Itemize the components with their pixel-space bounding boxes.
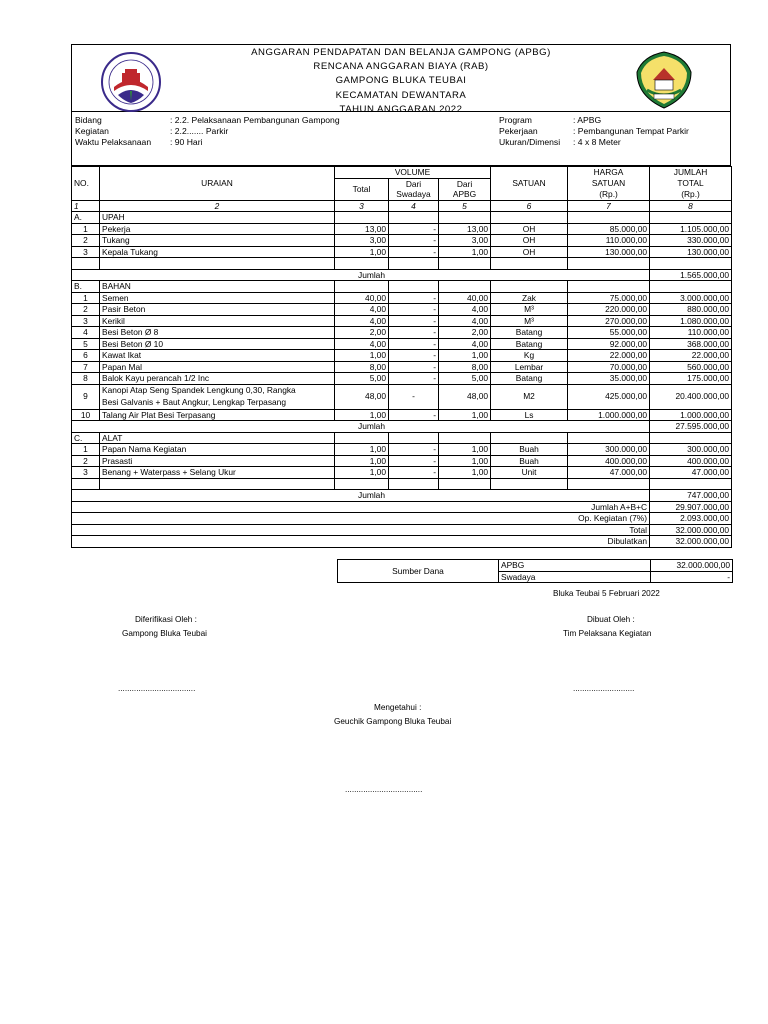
row-total: 2,00 xyxy=(335,327,389,339)
waktu-label: Waktu Pelaksanaan xyxy=(75,137,152,147)
row-jumlah: 130.000,00 xyxy=(650,246,732,258)
row-apbg: 5,00 xyxy=(439,373,491,385)
column-number: 3 xyxy=(335,200,389,212)
row-jumlah: 880.000,00 xyxy=(650,304,732,316)
row-apbg: 1,00 xyxy=(439,455,491,467)
row-harga: 22.000,00 xyxy=(568,350,650,362)
section-title: BAHAN xyxy=(100,281,335,293)
op-kegiatan-label: Op. Kegiatan (7%) xyxy=(72,513,650,525)
row-uraian: Semen xyxy=(100,292,335,304)
row-no: 1 xyxy=(72,223,100,235)
row-harga: 270.000,00 xyxy=(568,315,650,327)
kegiatan-label: Kegiatan xyxy=(75,126,109,136)
row-jumlah: 1.080.000,00 xyxy=(650,315,732,327)
table-row xyxy=(72,467,732,479)
row-satuan: M³ xyxy=(491,304,568,316)
row-uraian: Kepala Tukang xyxy=(100,246,335,258)
table-row xyxy=(72,223,732,235)
row-apbg: 2,00 xyxy=(439,327,491,339)
row-uraian xyxy=(100,384,335,409)
table-row xyxy=(72,235,732,247)
table-row xyxy=(72,444,732,456)
row-satuan: Kg xyxy=(491,350,568,362)
row-swadaya: - xyxy=(389,327,439,339)
row-swadaya: - xyxy=(389,304,439,316)
section-upah xyxy=(72,212,732,281)
row-total: 48,00 xyxy=(335,384,389,409)
row-jumlah: 400.000,00 xyxy=(650,455,732,467)
table-row xyxy=(72,384,732,409)
col-header-harga-2: SATUAN xyxy=(568,178,650,189)
row-total: 13,00 xyxy=(335,223,389,235)
subtotal-row xyxy=(72,269,732,281)
col-header-jumlah-2: TOTAL xyxy=(650,178,732,189)
row-uraian: Besi Beton Ø 8 xyxy=(100,327,335,339)
program-value: : APBG xyxy=(573,115,602,125)
row-jumlah: 175.000,00 xyxy=(650,373,732,385)
subtotal-row xyxy=(72,421,732,433)
row-satuan: M³ xyxy=(491,315,568,327)
row-harga: 85.000,00 xyxy=(568,223,650,235)
pekerjaan-label: Pekerjaan xyxy=(499,126,538,136)
row-apbg: 1,00 xyxy=(439,350,491,362)
empty-row xyxy=(72,478,732,490)
row-swadaya: - xyxy=(389,455,439,467)
table-row xyxy=(72,292,732,304)
row-harga: 92.000,00 xyxy=(568,338,650,350)
maker-title: Dibuat Oleh : xyxy=(587,615,635,624)
activity-info xyxy=(71,112,731,166)
table-row xyxy=(72,304,732,316)
sumber-apbg-value: 32.000.000,00 xyxy=(651,560,733,572)
col-header-uraian: URAIAN xyxy=(100,167,335,201)
subtotal-value: 747.000,00 xyxy=(650,490,732,502)
row-jumlah: 560.000,00 xyxy=(650,361,732,373)
row-swadaya: - xyxy=(389,350,439,362)
row-uraian-line: Kanopi Atap Seng Spandek Lengkung 0,30, Rangka xyxy=(102,385,296,395)
row-total: 1,00 xyxy=(335,246,389,258)
row-swadaya: - xyxy=(389,338,439,350)
total-abc-value: 29.907.000,00 xyxy=(650,501,732,513)
table-row xyxy=(72,350,732,362)
row-no: 9 xyxy=(72,384,100,409)
dibulatkan-label: Dibulatkan xyxy=(72,536,650,548)
row-uraian: Kerikil xyxy=(100,315,335,327)
row-satuan: OH xyxy=(491,223,568,235)
rab-document xyxy=(71,44,731,582)
total-row xyxy=(72,501,732,513)
row-no: 5 xyxy=(72,338,100,350)
waktu-value: : 90 Hari xyxy=(170,137,203,147)
document-header xyxy=(71,44,731,115)
row-satuan: OH xyxy=(491,235,568,247)
section-code: B. xyxy=(72,281,100,293)
row-total: 40,00 xyxy=(335,292,389,304)
row-apbg: 1,00 xyxy=(439,409,491,421)
row-total: 4,00 xyxy=(335,315,389,327)
table-row xyxy=(72,327,732,339)
row-swadaya: - xyxy=(389,373,439,385)
row-total: 4,00 xyxy=(335,338,389,350)
row-harga: 220.000,00 xyxy=(568,304,650,316)
subtotal-value: 27.595.000,00 xyxy=(650,421,732,433)
row-no: 6 xyxy=(72,350,100,362)
approver-org: Geuchik Gampong Bluka Teubai xyxy=(334,717,452,726)
column-number: 8 xyxy=(650,200,732,212)
total-row xyxy=(72,536,732,548)
row-total: 3,00 xyxy=(335,235,389,247)
row-uraian: Balok Kayu perancah 1/2 Inc xyxy=(100,373,335,385)
dibulatkan-value: 32.000.000,00 xyxy=(650,536,732,548)
bidang-label: Bidang xyxy=(75,115,102,125)
row-apbg: 8,00 xyxy=(439,361,491,373)
row-uraian: Pekerja xyxy=(100,223,335,235)
col-header-no: NO. xyxy=(72,167,100,201)
row-no: 4 xyxy=(72,327,100,339)
row-harga: 110.000,00 xyxy=(568,235,650,247)
row-apbg: 13,00 xyxy=(439,223,491,235)
column-number: 1 xyxy=(72,200,100,212)
subtotal-label: Jumlah xyxy=(72,490,650,502)
row-apbg: 48,00 xyxy=(439,384,491,409)
ukuran-value: : 4 x 8 Meter xyxy=(573,137,621,147)
row-jumlah: 330.000,00 xyxy=(650,235,732,247)
rab-table xyxy=(71,166,732,548)
total-row xyxy=(72,524,732,536)
row-satuan: Zak xyxy=(491,292,568,304)
empty-row xyxy=(72,258,732,270)
col-header-satuan: SATUAN xyxy=(491,167,568,201)
row-harga: 400.000,00 xyxy=(568,455,650,467)
header-title-apbg: ANGGARAN PENDAPATAN DAN BELANJA GAMPONG (APBG) xyxy=(251,47,551,58)
row-uraian: Talang Air Plat Besi Terpasang xyxy=(100,409,335,421)
col-header-jumlah-1: JUMLAH xyxy=(650,167,732,179)
row-no: 10 xyxy=(72,409,100,421)
table-row xyxy=(72,361,732,373)
row-jumlah: 368.000,00 xyxy=(650,338,732,350)
header-kecamatan: KECAMATAN DEWANTARA xyxy=(335,89,467,101)
grand-totals xyxy=(72,501,732,547)
row-satuan: Ls xyxy=(491,409,568,421)
col-header-jumlah-3: (Rp.) xyxy=(650,189,732,200)
regency-emblem-icon xyxy=(635,50,693,110)
col-header-swadaya-1: Dari xyxy=(389,178,439,189)
row-apbg: 4,00 xyxy=(439,338,491,350)
kegiatan-value: : 2.2....... Parkir xyxy=(170,126,229,136)
row-uraian: Papan Mal xyxy=(100,361,335,373)
col-header-harga-1: HARGA xyxy=(568,167,650,179)
subtotal-label: Jumlah xyxy=(72,421,650,433)
row-jumlah: 110.000,00 xyxy=(650,327,732,339)
verifier-title: Diferifikasi Oleh : xyxy=(135,615,197,624)
row-total: 1,00 xyxy=(335,350,389,362)
row-apbg: 40,00 xyxy=(439,292,491,304)
row-satuan: Lembar xyxy=(491,361,568,373)
row-total: 4,00 xyxy=(335,304,389,316)
row-uraian: Papan Nama Kegiatan xyxy=(100,444,335,456)
row-no: 3 xyxy=(72,246,100,258)
row-swadaya: - xyxy=(389,223,439,235)
row-jumlah: 300.000,00 xyxy=(650,444,732,456)
row-harga: 55.000,00 xyxy=(568,327,650,339)
total-row xyxy=(72,513,732,525)
row-no: 3 xyxy=(72,315,100,327)
sumber-swadaya-value: - xyxy=(651,571,733,583)
row-swadaya: - xyxy=(389,235,439,247)
row-harga: 300.000,00 xyxy=(568,444,650,456)
row-no: 2 xyxy=(72,455,100,467)
total-label: Total xyxy=(72,524,650,536)
bidang-value: : 2.2. Pelaksanaan Pembangunan Gampong xyxy=(170,115,340,125)
row-total: 1,00 xyxy=(335,467,389,479)
header-gampong: GAMPONG BLUKA TEUBAI xyxy=(335,75,467,87)
table-row xyxy=(72,373,732,385)
row-satuan: Buah xyxy=(491,444,568,456)
row-satuan: OH xyxy=(491,246,568,258)
row-no: 7 xyxy=(72,361,100,373)
row-jumlah: 3.000.000,00 xyxy=(650,292,732,304)
row-swadaya: - xyxy=(389,444,439,456)
column-number: 7 xyxy=(568,200,650,212)
row-jumlah: 22.000,00 xyxy=(650,350,732,362)
ukuran-label: Ukuran/Dimensi xyxy=(499,137,561,147)
row-no: 1 xyxy=(72,292,100,304)
total-value: 32.000.000,00 xyxy=(650,524,732,536)
row-uraian: Prasasti xyxy=(100,455,335,467)
row-total: 5,00 xyxy=(335,373,389,385)
row-no: 2 xyxy=(72,304,100,316)
row-swadaya: - xyxy=(389,384,439,409)
row-apbg: 4,00 xyxy=(439,304,491,316)
table-row xyxy=(72,455,732,467)
row-jumlah: 1.000.000,00 xyxy=(650,409,732,421)
maker-signature-line: ........................... xyxy=(573,684,635,693)
row-apbg: 1,00 xyxy=(439,467,491,479)
table-row xyxy=(72,246,732,258)
row-no: 3 xyxy=(72,467,100,479)
row-harga: 35.000,00 xyxy=(568,373,650,385)
table-row xyxy=(72,315,732,327)
row-harga: 130.000,00 xyxy=(568,246,650,258)
verifier-signature-line: .................................. xyxy=(118,684,196,693)
section-code: A. xyxy=(72,212,100,224)
total-abc-label: Jumlah A+B+C xyxy=(72,501,650,513)
row-swadaya: - xyxy=(389,292,439,304)
subtotal-label: Jumlah xyxy=(72,269,650,281)
column-number: 6 xyxy=(491,200,568,212)
column-number: 4 xyxy=(389,200,439,212)
row-no: 8 xyxy=(72,373,100,385)
approver-signature-line: .................................. xyxy=(345,785,423,794)
row-apbg: 4,00 xyxy=(439,315,491,327)
subtotal-value: 1.565.000,00 xyxy=(650,269,732,281)
sumber-dana-label: Sumber Dana xyxy=(338,560,499,583)
row-satuan: M2 xyxy=(491,384,568,409)
header-tahun: TAHUN ANGGARAN 2022 xyxy=(339,103,463,115)
row-swadaya: - xyxy=(389,361,439,373)
row-apbg: 1,00 xyxy=(439,246,491,258)
place-date: Bluka Teubai 5 Februari 2022 xyxy=(553,589,660,598)
row-swadaya: - xyxy=(389,409,439,421)
row-harga: 75.000,00 xyxy=(568,292,650,304)
ministry-logo-icon xyxy=(100,51,162,113)
maker-org: Tim Pelaksana Kegiatan xyxy=(563,629,652,638)
section-header-row xyxy=(72,432,732,444)
section-header-row xyxy=(72,212,732,224)
row-apbg: 1,00 xyxy=(439,444,491,456)
section-header-row xyxy=(72,281,732,293)
subtotal-row xyxy=(72,490,732,502)
pekerjaan-value: : Pembangunan Tempat Parkir xyxy=(573,126,689,136)
col-header-swadaya-2: Swadaya xyxy=(389,189,439,200)
row-satuan: Batang xyxy=(491,373,568,385)
sumber-apbg-label: APBG xyxy=(499,560,651,572)
col-header-apbg-1: Dari xyxy=(439,178,491,189)
col-header-total: Total xyxy=(335,178,389,200)
op-kegiatan-value: 2.093.000,00 xyxy=(650,513,732,525)
row-satuan: Unit xyxy=(491,467,568,479)
sumber-swadaya-label: Swadaya xyxy=(499,571,651,583)
row-jumlah: 47.000,00 xyxy=(650,467,732,479)
row-satuan: Buah xyxy=(491,455,568,467)
row-swadaya: - xyxy=(389,315,439,327)
row-satuan: Batang xyxy=(491,327,568,339)
row-uraian: Pasir Beton xyxy=(100,304,335,316)
row-uraian: Tukang xyxy=(100,235,335,247)
col-header-volume: VOLUME xyxy=(335,167,491,179)
table-row xyxy=(72,338,732,350)
row-total: 1,00 xyxy=(335,455,389,467)
verifier-org: Gampong Bluka Teubai xyxy=(122,629,207,638)
row-total: 1,00 xyxy=(335,444,389,456)
row-no: 2 xyxy=(72,235,100,247)
row-uraian-line: Besi Galvanis + Baut Angkur, Lengkap Terpasang xyxy=(102,396,286,407)
row-swadaya: - xyxy=(389,246,439,258)
section-code: C. xyxy=(72,432,100,444)
column-number-row xyxy=(72,200,732,212)
approver-title: Mengetahui : xyxy=(374,703,422,712)
row-uraian: Kawat Ikat xyxy=(100,350,335,362)
row-jumlah: 1.105.000,00 xyxy=(650,223,732,235)
row-harga: 70.000,00 xyxy=(568,361,650,373)
table-row xyxy=(72,409,732,421)
row-swadaya: - xyxy=(389,467,439,479)
row-apbg: 3,00 xyxy=(439,235,491,247)
section-title: UPAH xyxy=(100,212,335,224)
section-title: ALAT xyxy=(100,432,335,444)
sumber-dana-table xyxy=(337,559,733,583)
col-header-apbg-2: APBG xyxy=(439,189,491,200)
row-uraian: Besi Beton Ø 10 xyxy=(100,338,335,350)
row-harga: 1.000.000,00 xyxy=(568,409,650,421)
col-header-harga-3: (Rp.) xyxy=(568,189,650,200)
column-number: 5 xyxy=(439,200,491,212)
row-no: 1 xyxy=(72,444,100,456)
header-title-rab: RENCANA ANGGARAN BIAYA (RAB) xyxy=(313,61,489,73)
section-alat xyxy=(72,432,732,501)
row-satuan: Batang xyxy=(491,338,568,350)
row-total: 8,00 xyxy=(335,361,389,373)
program-label: Program xyxy=(499,115,532,125)
section-bahan xyxy=(72,281,732,433)
row-uraian: Benang + Waterpass + Selang Ukur xyxy=(100,467,335,479)
row-total: 1,00 xyxy=(335,409,389,421)
row-harga: 425.000,00 xyxy=(568,384,650,409)
row-harga: 47.000,00 xyxy=(568,467,650,479)
column-number: 2 xyxy=(100,200,335,212)
row-jumlah: 20.400.000,00 xyxy=(650,384,732,409)
